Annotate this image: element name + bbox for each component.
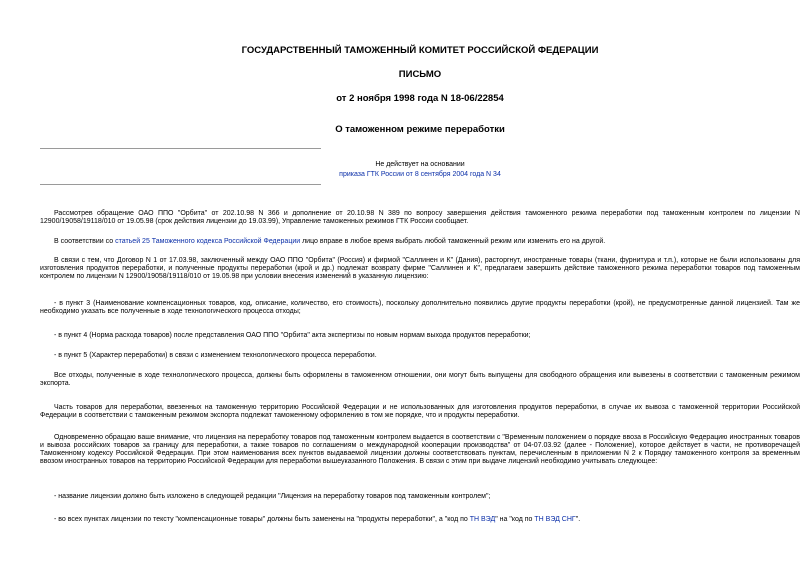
tn-ved-sng-link[interactable]: ТН ВЭД СНГ: [534, 516, 576, 523]
paragraph-5: - в пункт 4 (Норма расхода товаров) после представления ОАО ППО "Орбита" акта экспертизы по новым нормам выхода продуктов переработки;: [54, 332, 531, 339]
paragraph-2-text-before: В соответствии со: [54, 238, 116, 245]
paragraph-11-text-a: - во всех пунктах лицензии по тексту "компенсационные товары" должны быть заменены на "продукты переработки", а "код по: [54, 516, 470, 523]
paragraph-7: Все отходы, полученные в ходе технологического процесса, должны быть оформлены в таможенном отношении, они могут быть выпущены для свободного обращения или вывезены в соответствии с таможенным режимом экспорта.: [40, 372, 800, 387]
paragraph-11-text-c: ".: [575, 516, 581, 523]
paragraph-9: Одновременно обращаю ваше внимание, что лицензия на переработку товаров под таможенным контролем выдается в соответствии с "Временным положением о порядке ввоза в Российскую Федерацию иностранных товаров и вывоза российских товаров за границу для переработки, а также товаров по соглашениям о международной кооперации производства" от 04-07.03.92 (далее - Положение), которое действует в части, не противоречащей Таможенному кодексу Российской Федерации. При этом наименования всех пунктов выдаваемой лицензии должны соответствовать пунктам, перечисленным в приложении N 2 к Порядку таможенного контроля за временным ввозом иностранных товаров на территорию Российской Федерации для переработки вышеуказанного Положения. В связи с этим при выдаче лицензий необходимо учитывать следующее:: [40, 434, 800, 465]
paragraph-2-text-after: лицо вправе в любое время выбрать любой таможенный режим или изменить его на другой.: [300, 238, 606, 245]
validity-note-link-line: [40, 170, 800, 179]
paragraph-4: - в пункт 3 (Наименование компенсационных товаров, код, описание, количество, его стоимость), поскольку дополнительно появились другие продукты переработки (крой), не предусмотренные данной лицензией. Там же необходимо указать все полученные в ходе технологического процесса отходы;: [40, 300, 800, 315]
divider-top: [40, 148, 321, 149]
divider-bottom: [40, 184, 321, 185]
issuing-organization: ГОСУДАРСТВЕННЫЙ ТАМОЖЕННЫЙ КОМИТЕТ РОССИЙСКОЙ ФЕДЕРАЦИИ: [241, 45, 599, 56]
paragraph-6: - в пункт 5 (Характер переработки) в связи с изменением технологического процесса переработки.: [54, 352, 377, 359]
paragraph-11: [40, 516, 800, 524]
paragraph-8: Часть товаров для переработки, ввезенных на таможенную территорию Российской Федерации и не использованных для изготовления продуктов переработки, в случае их вывоза с таможенной территории Российской Федерации в соответствии с таможенным режимом экспорта подлежат таможенному оформлению в том же порядке, что и продукты переработки.: [40, 404, 800, 419]
customs-code-article-25-link[interactable]: статьей 25 Таможенного кодекса Российской Федерации: [115, 238, 301, 245]
tn-ved-link[interactable]: ТН ВЭД: [469, 516, 496, 523]
validity-note-text: Не действует на основании: [375, 161, 465, 168]
paragraph-3: В связи с тем, что Договор N 1 от 17.03.98, заключенный между ОАО ППО "Орбита" (Россия) и фирмой "Саллинен и К" (Дания), расторгнут, иностранные товары (ткани, фурнитура и т.п.), которые не были использованы для изготовления продуктов переработки, и полученные продукты переработки (крой и др.) подлежат возврату фирме "Саллинен и К", предлагаем завершить действие таможенного режима переработки товаров под таможенным контролем по лицензии N 12900/19058/19118/010 от 19.05.98 при условии внесения изменений в указанную лицензию:: [40, 257, 800, 280]
validity-order-link[interactable]: приказа ГТК России от 8 сентября 2004 года N 34: [339, 171, 501, 178]
paragraph-2: [40, 238, 800, 246]
paragraph-1: Рассмотрев обращение ОАО ППО "Орбита" от 202.10.98 N 366 и дополнение от 20.10.98 N 389 по вопросу завершения действия таможенного режима переработки под таможенным контролем по лицензии N 12900/19058/19118/010 от 19.05.98 (срок действия лицензии до 19.03.99), Управление таможенных режимов ГТК России сообщает.: [40, 210, 800, 225]
document-date-number: от 2 ноября 1998 года N 18-06/22854: [336, 93, 504, 104]
paragraph-11-text-b: " на "код по: [495, 516, 535, 523]
document-type: ПИСЬМО: [398, 69, 442, 80]
paragraph-10: - название лицензии должно быть изложено в следующей редакции "Лицензия на переработку товаров под таможенным контролем";: [54, 493, 491, 500]
document-subject: О таможенном режиме переработки: [335, 124, 505, 135]
